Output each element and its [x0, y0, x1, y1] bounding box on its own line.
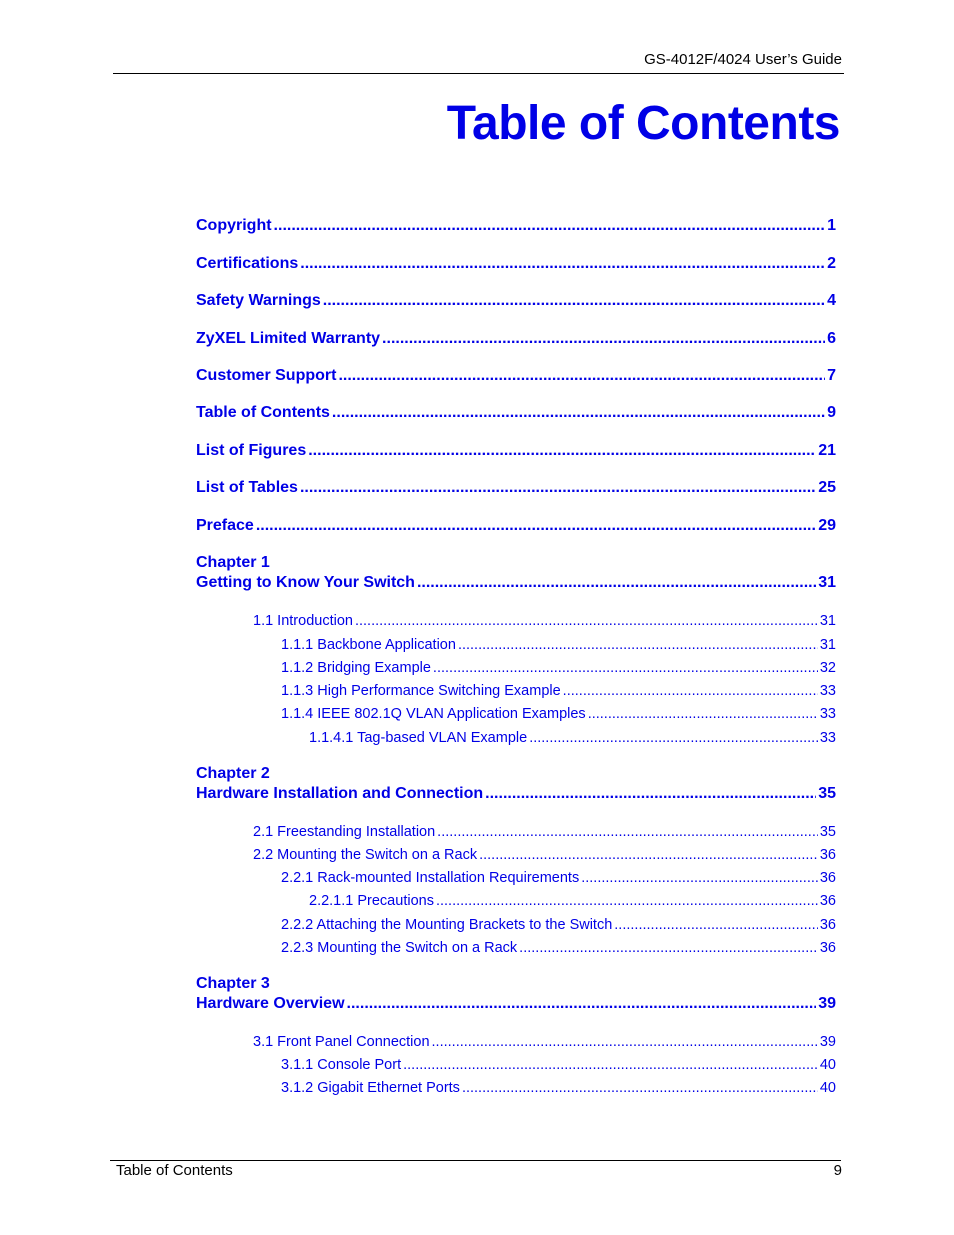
toc-entry[interactable] [196, 367, 836, 385]
footer-page-number: 9 [833, 1162, 842, 1179]
toc-page-number: 36 [819, 940, 836, 956]
toc-entry-title: 2.2.1 Rack-mounted Installation Requirements [281, 870, 580, 886]
footer-section-title: Table of Contents [116, 1162, 233, 1179]
toc-entry[interactable] [196, 574, 836, 592]
toc-dot-leader [436, 893, 818, 909]
footer-divider [110, 1160, 841, 1161]
toc-entry-title: Chapter 3 [196, 975, 270, 992]
toc-entry-title: Hardware Installation and Connection [196, 785, 484, 802]
toc-entry[interactable] [196, 442, 836, 460]
toc-dot-leader [458, 637, 818, 653]
toc-dot-leader [274, 217, 826, 235]
toc-page-number: 33 [819, 730, 836, 746]
toc-entry[interactable] [196, 785, 836, 803]
toc-entry[interactable] [281, 940, 836, 956]
toc-dot-leader [338, 367, 825, 385]
toc-dot-leader [432, 1034, 818, 1050]
toc-dot-leader [417, 574, 816, 592]
toc-entry[interactable] [253, 613, 836, 629]
toc-entry[interactable] [281, 660, 836, 676]
toc-dot-leader [614, 917, 818, 933]
toc-page-number: 36 [819, 870, 836, 886]
toc-dot-leader [485, 785, 816, 803]
toc-entry[interactable] [253, 847, 836, 863]
toc-entry[interactable] [281, 917, 836, 933]
toc-page-number: 31 [819, 637, 836, 653]
toc-chapter-label [196, 975, 836, 993]
toc-page-number: 40 [819, 1057, 836, 1073]
toc-entry-title: Getting to Know Your Switch [196, 574, 415, 591]
toc-page-number: 39 [818, 995, 836, 1012]
toc-entry-title: List of Figures [196, 442, 307, 459]
header-divider [113, 73, 844, 74]
toc-entry-title: 2.1 Freestanding Installation [253, 824, 436, 840]
toc-entry[interactable] [196, 517, 836, 535]
toc-dot-leader [563, 683, 818, 699]
toc-entry-title: ZyXEL Limited Warranty [196, 330, 381, 347]
toc-page-number: 35 [818, 785, 836, 802]
toc-page-number: 21 [818, 442, 836, 459]
toc-entry-title: Copyright [196, 217, 272, 234]
toc-entry-title: 2.2 Mounting the Switch on a Rack [253, 847, 478, 863]
toc-entry-title: 1.1.1 Backbone Application [281, 637, 456, 653]
toc-dot-leader [256, 517, 816, 535]
toc-entry-title: 1.1.2 Bridging Example [281, 660, 431, 676]
toc-entry-title: Chapter 2 [196, 765, 270, 782]
toc-dot-leader [300, 479, 816, 497]
toc-chapter-label [196, 554, 836, 572]
toc-entry[interactable] [281, 706, 836, 722]
toc-entry[interactable] [309, 730, 836, 746]
toc-page-number: 31 [819, 613, 836, 629]
toc-entry[interactable] [196, 217, 836, 235]
toc-entry[interactable] [281, 1080, 836, 1096]
toc-dot-leader [581, 870, 818, 886]
toc-page-number: 7 [827, 367, 836, 384]
toc-dot-leader [437, 824, 818, 840]
toc-page-number: 29 [818, 517, 836, 534]
toc-entry-title: Preface [196, 517, 254, 534]
toc-dot-leader [588, 706, 818, 722]
toc-entry-title: 2.2.1.1 Precautions [309, 893, 434, 909]
toc-page-number: 35 [819, 824, 836, 840]
table-of-contents [196, 217, 836, 1117]
toc-entry[interactable] [253, 824, 836, 840]
toc-dot-leader [332, 404, 825, 422]
toc-entry-title: Table of Contents [196, 404, 330, 421]
toc-entry[interactable] [196, 330, 836, 348]
toc-entry-title: 2.2.3 Mounting the Switch on a Rack [281, 940, 518, 956]
toc-entry-title: 1.1.4 IEEE 802.1Q VLAN Application Examples [281, 706, 586, 722]
toc-page-number: 39 [819, 1034, 836, 1050]
toc-entry-title: Chapter 1 [196, 554, 270, 571]
toc-entry-title: 3.1.1 Console Port [281, 1057, 402, 1073]
toc-dot-leader [403, 1057, 818, 1073]
toc-dot-leader [355, 613, 818, 629]
toc-dot-leader [529, 730, 818, 746]
toc-entry[interactable] [281, 683, 836, 699]
toc-dot-leader [323, 292, 825, 310]
toc-dot-leader [382, 330, 825, 348]
toc-entry-title: Safety Warnings [196, 292, 321, 309]
toc-page-number: 36 [819, 847, 836, 863]
toc-dot-leader [308, 442, 816, 460]
toc-entry[interactable] [196, 404, 836, 422]
toc-page-number: 25 [818, 479, 836, 496]
toc-page-number: 9 [827, 404, 836, 421]
toc-entry[interactable] [196, 479, 836, 497]
toc-entry[interactable] [281, 1057, 836, 1073]
toc-entry-title: 3.1.2 Gigabit Ethernet Ports [281, 1080, 460, 1096]
toc-dot-leader [519, 940, 818, 956]
toc-page-number: 40 [819, 1080, 836, 1096]
toc-entry-title: 1.1.4.1 Tag-based VLAN Example [309, 730, 528, 746]
toc-entry-title: 3.1 Front Panel Connection [253, 1034, 430, 1050]
toc-entry-title: Customer Support [196, 367, 337, 384]
toc-entry-title: 1.1 Introduction [253, 613, 353, 629]
toc-page-number: 2 [827, 255, 836, 272]
toc-entry[interactable] [281, 870, 836, 886]
toc-entry-title: List of Tables [196, 479, 298, 496]
toc-entry[interactable] [196, 255, 836, 273]
toc-entry-title: Certifications [196, 255, 299, 272]
toc-page-number: 36 [819, 917, 836, 933]
toc-page-number: 31 [818, 574, 836, 591]
toc-entry-title: 1.1.3 High Performance Switching Example [281, 683, 561, 699]
toc-page-number: 33 [819, 706, 836, 722]
toc-chapter-label [196, 765, 836, 783]
toc-page-number: 6 [827, 330, 836, 347]
toc-page-number: 1 [827, 217, 836, 234]
toc-entry[interactable] [196, 995, 836, 1013]
running-header: GS-4012F/4024 User’s Guide [644, 51, 842, 68]
toc-dot-leader [300, 255, 825, 273]
toc-entry-title: Hardware Overview [196, 995, 345, 1012]
toc-entry[interactable] [196, 292, 836, 310]
toc-dot-leader [347, 995, 817, 1013]
toc-dot-leader [433, 660, 818, 676]
toc-page-number: 32 [819, 660, 836, 676]
toc-page-number: 33 [819, 683, 836, 699]
toc-entry[interactable] [281, 637, 836, 653]
toc-entry-title: 2.2.2 Attaching the Mounting Brackets to the Switch [281, 917, 613, 933]
toc-page-number: 36 [819, 893, 836, 909]
toc-dot-leader [462, 1080, 818, 1096]
page-title: Table of Contents [446, 97, 840, 150]
toc-entry[interactable] [309, 893, 836, 909]
toc-entry[interactable] [253, 1034, 836, 1050]
toc-dot-leader [479, 847, 818, 863]
toc-page-number: 4 [827, 292, 836, 309]
